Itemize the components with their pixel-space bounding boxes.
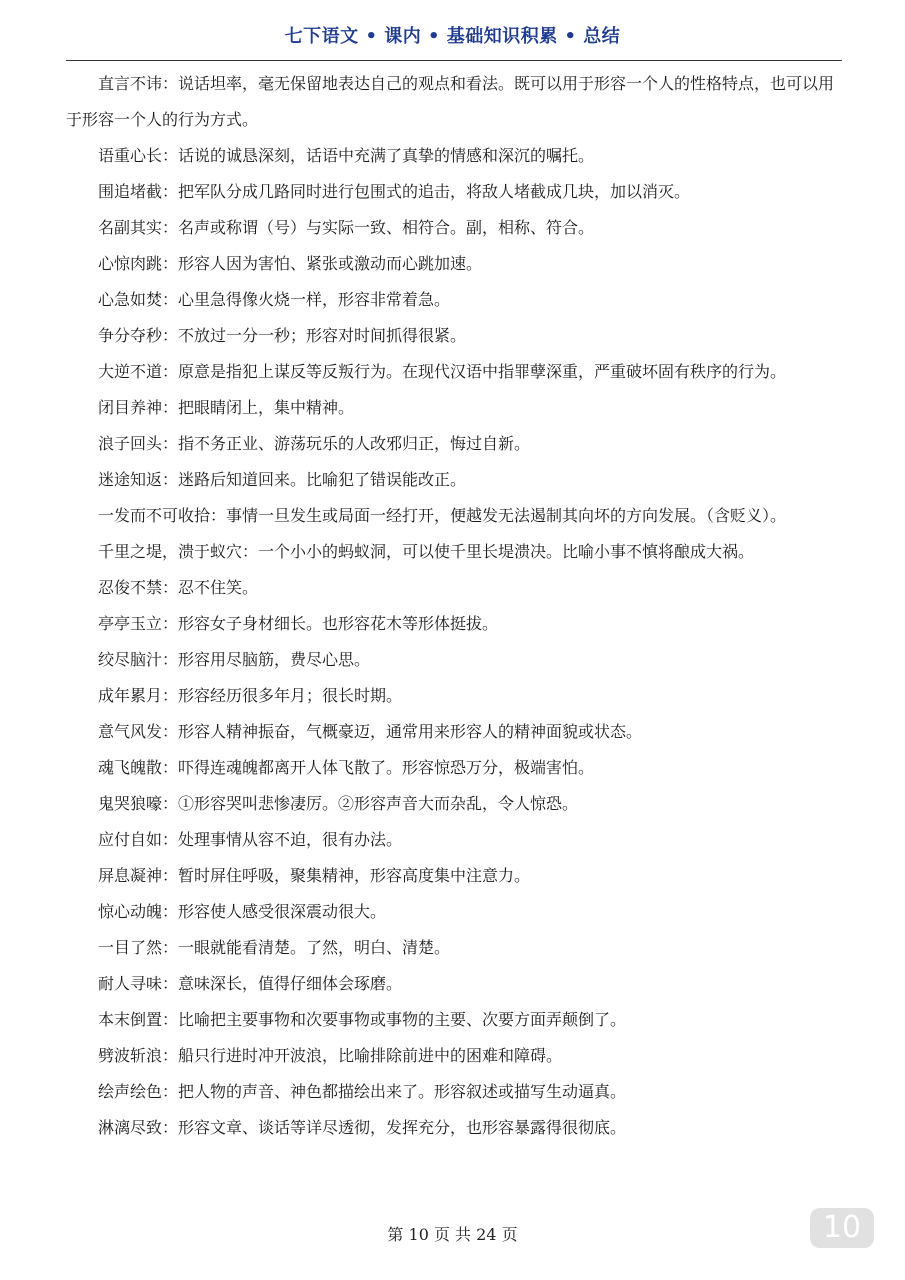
page-number-badge: 10 — [810, 1208, 874, 1248]
idiom-entry: 成年累月：形容经历很多年月；很长时期。 — [98, 686, 403, 705]
idiom-entry: 鬼哭狼嚎：①形容哭叫悲惨凄厉。②形容声音大而杂乱，令人惊恐。 — [98, 794, 579, 813]
idiom-entry: 一发而不可收拾：事情一旦发生或局面一经打开，便越发无法遏制其向坏的方向发展。（含贬义）。 — [98, 506, 787, 525]
idiom-entry: 直言不讳：说话坦率，毫无保留地表达自己的观点和看法。既可以用于形容一个人的性格特点，也可以用于形容一个人的行为方式。 — [66, 74, 835, 129]
idiom-entry: 惊心动魄：形容使人感受很深震动很大。 — [98, 902, 387, 921]
idiom-entry: 绘声绘色：把人物的声音、神色都描绘出来了。形容叙述或描写生动逼真。 — [98, 1082, 627, 1101]
idiom-entry: 心惊肉跳：形容人因为害怕、紧张或激动而心跳加速。 — [98, 254, 483, 273]
idiom-entry: 大逆不道：原意是指犯上谋反等反叛行为。在现代汉语中指罪孽深重，严重破坏固有秩序的行为。 — [98, 362, 787, 381]
idiom-entry: 耐人寻味：意味深长，值得仔细体会琢磨。 — [98, 974, 403, 993]
idiom-entry: 名副其实：名声或称谓（号）与实际一致、相符合。副，相称、符合。 — [98, 218, 595, 237]
idiom-entry: 魂飞魄散：吓得连魂魄都离开人体飞散了。形容惊恐万分，极端害怕。 — [98, 758, 595, 777]
idiom-entry: 迷途知返：迷路后知道回来。比喻犯了错误能改正。 — [98, 470, 467, 489]
idiom-entry: 本末倒置：比喻把主要事物和次要事物或事物的主要、次要方面弄颠倒了。 — [98, 1010, 627, 1029]
idiom-entry: 意气风发：形容人精神振奋，气概豪迈，通常用来形容人的精神面貌或状态。 — [98, 722, 643, 741]
idiom-entry: 闭目养神：把眼睛闭上，集中精神。 — [98, 398, 355, 417]
idiom-entry: 浪子回头：指不务正业、游荡玩乐的人改邪归正，悔过自新。 — [98, 434, 531, 453]
idiom-entry: 淋漓尽致：形容文章、谈话等详尽透彻，发挥充分，也形容暴露得很彻底。 — [98, 1118, 627, 1137]
header-divider — [66, 60, 842, 61]
idiom-list — [66, 66, 844, 1146]
idiom-entry: 亭亭玉立：形容女子身材细长。也形容花木等形体挺拔。 — [98, 614, 499, 633]
idiom-entry: 应付自如：处理事情从容不迫，很有办法。 — [98, 830, 403, 849]
idiom-entry: 劈波斩浪：船只行进时冲开波浪，比喻排除前进中的困难和障碍。 — [98, 1046, 563, 1065]
idiom-entry: 千里之堤，溃于蚁穴：一个小小的蚂蚁洞，可以使千里长堤溃决。比喻小事不慎将酿成大祸。 — [98, 542, 755, 561]
page-number-footer: 第 10 页 共 24 页 — [387, 1225, 518, 1244]
idiom-entry: 围追堵截：把军队分成几路同时进行包围式的追击，将敌人堵截成几块，加以消灭。 — [98, 182, 691, 201]
idiom-entry: 争分夺秒：不放过一分一秒；形容对时间抓得很紧。 — [98, 326, 467, 345]
page-header-title: 七下语文 • 课内 • 基础知识积累 • 总结 — [284, 26, 621, 47]
idiom-entry: 语重心长：话说的诚恳深刻，话语中充满了真挚的情感和深沉的嘱托。 — [98, 146, 595, 165]
idiom-entry: 心急如焚：心里急得像火烧一样，形容非常着急。 — [98, 290, 451, 309]
idiom-entry: 忍俊不禁：忍不住笑。 — [98, 578, 259, 597]
idiom-entry: 屏息凝神：暂时屏住呼吸，聚集精神，形容高度集中注意力。 — [98, 866, 531, 885]
idiom-entry: 一目了然：一眼就能看清楚。了然，明白、清楚。 — [98, 938, 451, 957]
idiom-entry: 绞尽脑汁：形容用尽脑筋，费尽心思。 — [98, 650, 371, 669]
